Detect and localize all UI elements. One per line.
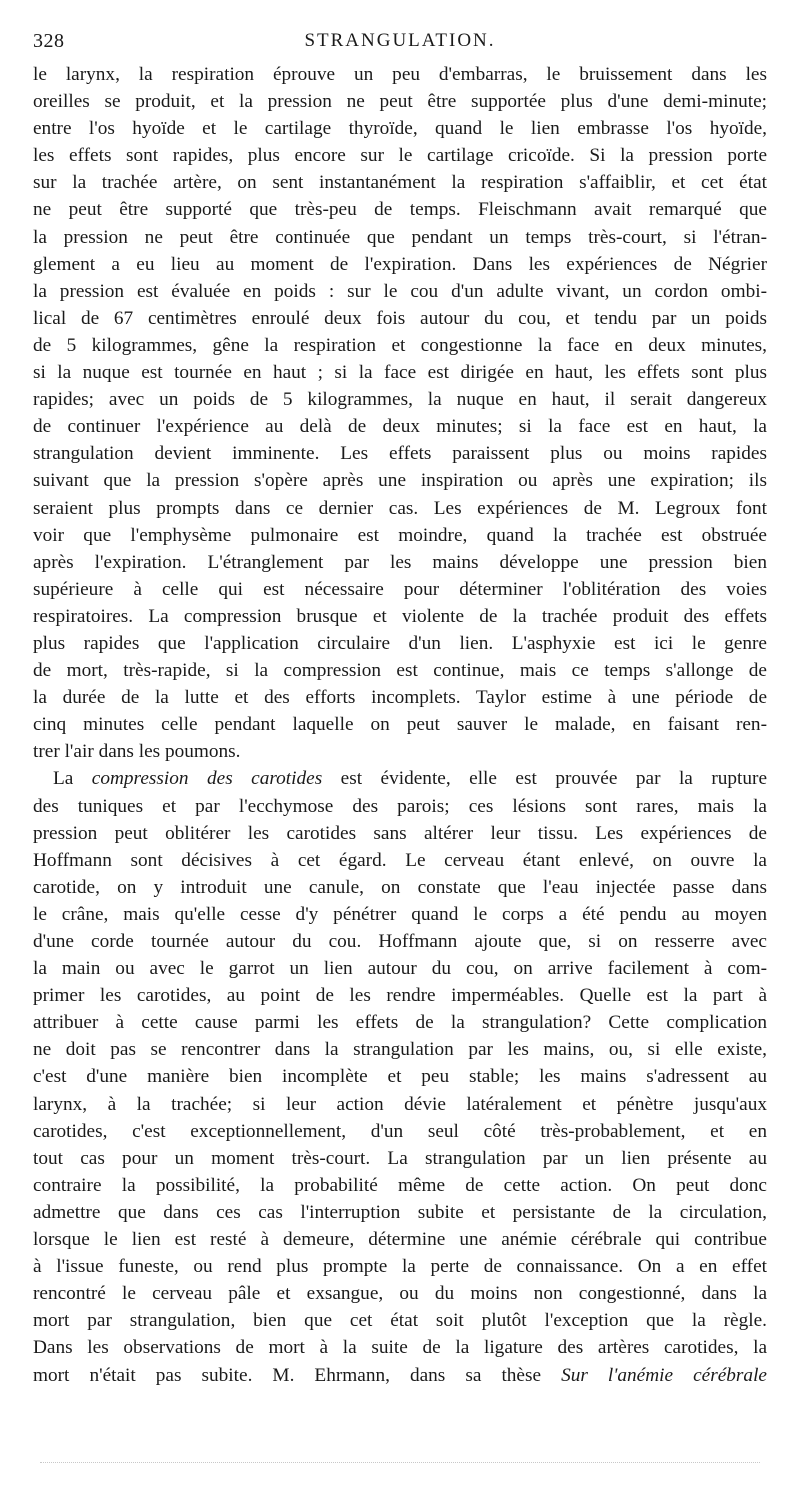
text-line: lorsque le lien est resté à demeure, détermine une anémie cérébrale qui contribue	[33, 1229, 767, 1251]
text-line: lical de 67 centimètres enroulé deux fois autour du cou, et tendu par un poids	[33, 307, 767, 329]
text-line: oreilles se produit, et la pression ne peut être supportée plus d'une demi-minute;	[33, 91, 767, 113]
text-line: le larynx, la respiration éprouve un peu d'embarras, le bruissement dans les	[33, 64, 767, 85]
text-line: tout cas pour un moment très-court. La strangulation par un lien présente au	[33, 1147, 767, 1169]
text-line: le crâne, mais qu'elle cesse d'y pénétrer quand le corps a été pendu au moyen	[33, 903, 767, 925]
text-run: est évidente, elle est prouvée par la rupture	[322, 768, 768, 790]
text-line	[33, 765, 767, 792]
page-number: 328	[33, 30, 65, 52]
text-line: plus rapides que l'application circulaire d'un lien. L'asphyxie est ici le genre	[33, 632, 767, 654]
text-line: de continuer l'expérience au delà de deux minutes; si la face est en haut, la	[33, 416, 767, 438]
text-line: strangulation devient imminente. Les effets paraissent plus ou moins rapides	[33, 443, 767, 465]
text-line: ne doit pas se rencontrer dans la strangulation par les mains, ou, si elle existe,	[33, 1039, 767, 1061]
text-line: sur la trachée artère, on sent instantanément la respiration s'affaiblir, et cet état	[33, 172, 767, 194]
text-line: carotide, on y introduit une canule, on constate que l'eau injectée passe dans	[33, 876, 767, 898]
text-line: entre l'os hyoïde et le cartilage thyroïde, quand le lien embrasse l'os hyoïde,	[33, 118, 767, 140]
text-line: primer les carotides, au point de les rendre imperméables. Quelle est la part à	[33, 985, 767, 1007]
text-line: supérieure à celle qui est nécessaire pour déterminer l'oblitération des voies	[33, 578, 767, 600]
text-line: glement a eu lieu au moment de l'expiration. Dans les expériences de Négrier	[33, 253, 767, 275]
text-line: d'une corde tournée autour du cou. Hoffmann ajoute que, si on resserre avec	[33, 931, 767, 952]
text-line: mort par strangulation, bien que cet état soit plutôt l'exception que la règle.	[33, 1310, 767, 1332]
text-line: larynx, à la trachée; si leur action dévie latéralement et pénètre jusqu'aux	[33, 1093, 767, 1115]
text-line: les effets sont rapides, plus encore sur le cartilage cricoïde. Si la pression porte	[33, 145, 767, 167]
text-line: la pression ne peut être continuée que pendant un temps très-court, si l'étran-	[33, 226, 767, 248]
text-run: mort n'était pas subite. M. Ehrmann, dans sa thèse	[33, 1364, 562, 1386]
scan-specks	[40, 1462, 760, 1465]
italic-term: compression des carotides	[91, 768, 323, 790]
text-line: pression peut oblitérer les carotides sans altérer leur tissu. Les expériences de	[33, 822, 767, 844]
text-line: la durée de la lutte et des efforts incomplets. Taylor estime à une période de	[33, 687, 767, 709]
text-line: à l'issue funeste, ou rend plus prompte la perte de connaissance. On a en effet	[33, 1256, 767, 1278]
text-line: carotides, c'est exceptionnellement, d'un seul côté très-probablement, et en	[33, 1120, 767, 1142]
text-line: voir que l'emphysème pulmonaire est moindre, quand la trachée est obstruée	[33, 524, 767, 546]
running-title: STRANGULATION.	[304, 30, 496, 51]
text-line: seraient plus prompts dans ce dernier cas. Les expériences de M. Legroux font	[33, 497, 767, 519]
text-line: Dans les observations de mort à la suite de la ligature des artères carotides, la	[33, 1337, 767, 1359]
text-line: suivant que la pression s'opère après une inspiration ou après une expiration; ils	[33, 470, 767, 492]
text-run: La	[53, 768, 92, 790]
text-line: admettre que dans ces cas l'interruption subite et persistante de la circulation,	[33, 1201, 767, 1223]
paragraph-1	[33, 61, 767, 765]
text-line: rapides; avec un poids de 5 kilogrammes, la nuque en haut, il serait dangereux	[33, 389, 767, 411]
text-line: après l'expiration. L'étranglement par les mains développe une pression bien	[33, 551, 767, 573]
text-line	[33, 1362, 767, 1389]
text-line: attribuer à cette cause parmi les effets de la strangulation? Cette complication	[33, 1012, 767, 1034]
text-line: respiratoires. La compression brusque et violente de la trachée produit des effets	[33, 605, 767, 627]
text-line: des tuniques et par l'ecchymose des parois; ces lésions sont rares, mais la	[33, 795, 767, 817]
text-line: ne peut être supporté que très-peu de temps. Fleischmann avait remarqué que	[33, 199, 767, 221]
italic-title: Sur l'anémie cérébrale	[561, 1364, 767, 1386]
text-line: rencontré le cerveau pâle et exsangue, ou du moins non congestionné, dans la	[33, 1283, 767, 1305]
text-line: c'est d'une manière bien incomplète et peu stable; les mains s'adressent au	[33, 1066, 767, 1088]
body-text	[33, 61, 767, 1389]
text-line: de 5 kilogrammes, gêne la respiration et congestionne la face en deux minutes,	[33, 334, 767, 356]
text-line: cinq minutes celle pendant laquelle on peut sauver le malade, en faisant ren-	[33, 714, 767, 736]
text-line: contraire la possibilité, la probabilité même de cette action. On peut donc	[33, 1174, 767, 1196]
text-line: la pression est évaluée en poids : sur le cou d'un adulte vivant, un cordon ombi-	[33, 280, 767, 302]
text-line: si la nuque est tournée en haut ; si la face est dirigée en haut, les effets sont plus	[33, 362, 767, 384]
page-header	[33, 30, 767, 60]
text-line: trer l'air dans les poumons.	[33, 741, 241, 763]
text-line: Hoffmann sont décisives à cet égard. Le cerveau étant enlevé, on ouvre la	[33, 849, 767, 871]
text-line: de mort, très-rapide, si la compression est continue, mais ce temps s'allonge de	[33, 660, 767, 682]
paragraph-2	[33, 765, 767, 1388]
text-line: la main ou avec le garrot un lien autour du cou, on arrive facilement à com-	[33, 958, 767, 980]
